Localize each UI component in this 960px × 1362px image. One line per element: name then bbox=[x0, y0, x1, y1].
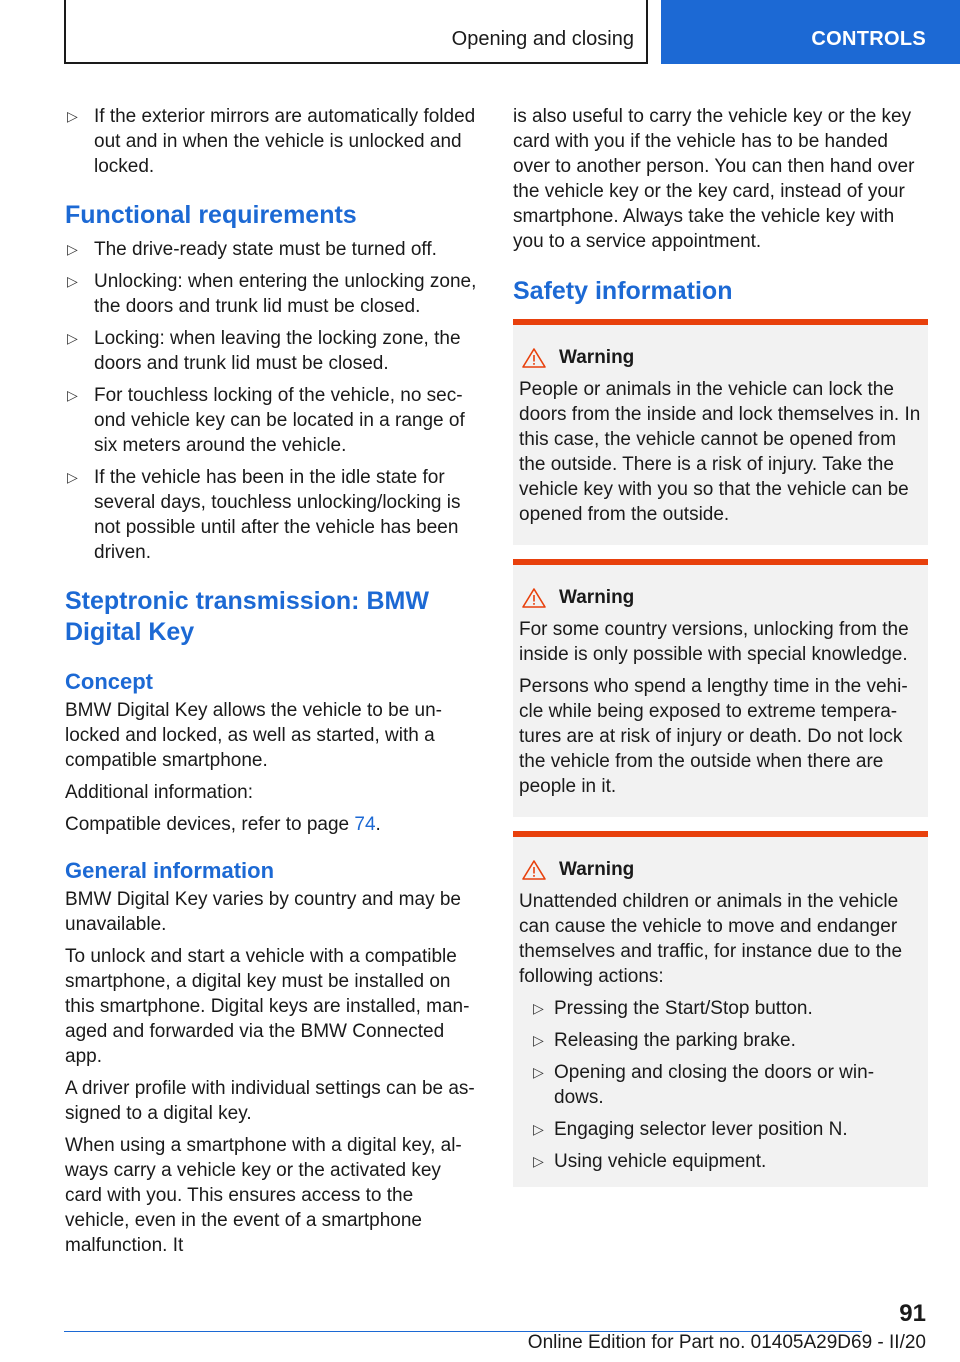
header-section-title: Opening and closing bbox=[451, 28, 634, 50]
header-section-box bbox=[64, 0, 648, 64]
general-paragraph: A driver profile with individual settings can be as- signed to a digital key. bbox=[65, 1078, 475, 1124]
steptronic-heading: Steptronic transmission: BMW Digital Key bbox=[65, 587, 429, 646]
list-item: ▷ Using vehicle equipment. bbox=[533, 1151, 767, 1172]
concept-heading: Concept bbox=[65, 669, 153, 694]
triangle-right-icon: ▷ bbox=[67, 330, 78, 346]
list-item: ▷ If the exterior mirrors are automatically folded out and in when the vehicle is unlocked and locked. bbox=[67, 106, 476, 177]
triangle-right-icon: ▷ bbox=[533, 1064, 544, 1080]
warning-text: Persons who spend a lengthy time in the vehi- cle while being exposed to extreme tempera- tures are at risk of injury or death. Do not lock the vehicle from the outside when there are people in it. bbox=[519, 676, 908, 797]
header-chapter-title: CONTROLS bbox=[811, 28, 926, 50]
warning-triangle-icon bbox=[519, 347, 559, 369]
functional-requirements-heading: Functional requirements bbox=[65, 201, 357, 229]
general-paragraph: When using a smartphone with a digital key, al- ways carry a vehicle key or the activated key card with you. This ensures access to the vehicle, even in the event of a smartphone malfunction. It bbox=[65, 1135, 462, 1256]
list-item: ▷ Engaging selector lever position N. bbox=[533, 1119, 848, 1140]
list-item: ▷ Opening and closing the doors or win- dows. bbox=[533, 1062, 875, 1108]
list-item: ▷ Unlocking: when entering the unlocking zone, the doors and trunk lid must be closed. bbox=[67, 271, 477, 317]
warning-text: People or animals in the vehicle can lock the doors from the inside and lock themselves in. In this case, the vehicle cannot be opened from the outside. There is a risk of injury. Take the vehicle key with you so that the vehicle can be opened from the outside. bbox=[519, 379, 921, 525]
triangle-right-icon: ▷ bbox=[533, 1121, 544, 1137]
triangle-right-icon: ▷ bbox=[533, 1000, 544, 1016]
triangle-right-icon: ▷ bbox=[67, 108, 78, 124]
list-item: ▷ The drive-ready state must be turned off. bbox=[67, 239, 437, 260]
concept-paragraph-reference: Compatible devices, refer to page 74. bbox=[65, 814, 381, 835]
page-number: 91 bbox=[899, 1300, 926, 1327]
safety-information-heading: Safety information bbox=[513, 277, 733, 305]
triangle-right-icon: ▷ bbox=[533, 1153, 544, 1169]
list-item: ▷ Releasing the parking brake. bbox=[533, 1030, 796, 1051]
warning-box bbox=[513, 319, 928, 545]
warning-triangle-icon bbox=[519, 859, 559, 881]
warning-box bbox=[513, 831, 928, 1187]
general-paragraph: BMW Digital Key varies by country and may be unavailable. bbox=[65, 889, 461, 935]
list-item: ▷ For touchless locking of the vehicle, no sec- ond vehicle key can be located in a range of six meters around the vehicle. bbox=[67, 385, 465, 456]
concept-paragraph: Additional information: bbox=[65, 782, 253, 803]
list-item: ▷ Locking: when leaving the locking zone, the doors and trunk lid must be closed. bbox=[67, 328, 461, 374]
triangle-right-icon: ▷ bbox=[533, 1032, 544, 1048]
general-information-heading: General information bbox=[65, 858, 275, 883]
continued-paragraph: is also useful to carry the vehicle key or the key card with you if the vehicle has to be handed over to another person. You can then hand over the vehicle key or the key card, instead of your smartphone. Always take the vehicle key with you to a service appointment. bbox=[513, 106, 915, 252]
warning-text: For some country versions, unlocking from the inside is only possible with special knowledge. bbox=[519, 619, 909, 665]
triangle-right-icon: ▷ bbox=[67, 241, 78, 257]
right-column bbox=[513, 104, 928, 1201]
concept-paragraph: BMW Digital Key allows the vehicle to be un- locked and locked, as well as started, with a compatible smartphone. bbox=[65, 700, 442, 771]
triangle-right-icon: ▷ bbox=[67, 273, 78, 289]
triangle-right-icon: ▷ bbox=[67, 469, 78, 485]
general-paragraph: To unlock and start a vehicle with a compatible smartphone, a digital key must be installed on this smartphone. Digital keys are installed, man- aged and forwarded via the BMW Connected app. bbox=[65, 946, 470, 1067]
warning-title: Warning bbox=[519, 585, 922, 610]
list-item: ▷ Pressing the Start/Stop button. bbox=[533, 998, 813, 1019]
footer-edition-text: Online Edition for Part no. 01405A29D69 - II/20 bbox=[527, 1332, 926, 1353]
warning-text: Unattended children or animals in the vehicle can cause the vehicle to move and endanger themselves and traffic, for instance due to the following actions: bbox=[519, 891, 903, 987]
warning-triangle-icon bbox=[519, 587, 559, 609]
header-chapter-tab[interactable] bbox=[661, 0, 960, 64]
list-item: ▷ If the vehicle has been in the idle state for several days, touchless unlocking/locking is not possible until after the vehicle has been driven. bbox=[67, 467, 461, 563]
warning-title: Warning bbox=[519, 857, 922, 882]
warning-title: Warning bbox=[519, 345, 922, 370]
triangle-right-icon: ▷ bbox=[67, 387, 78, 403]
left-column bbox=[65, 104, 479, 1265]
warning-box bbox=[513, 559, 928, 817]
functional-requirements-list bbox=[65, 237, 479, 565]
page-reference-link[interactable]: 74 bbox=[354, 814, 376, 835]
